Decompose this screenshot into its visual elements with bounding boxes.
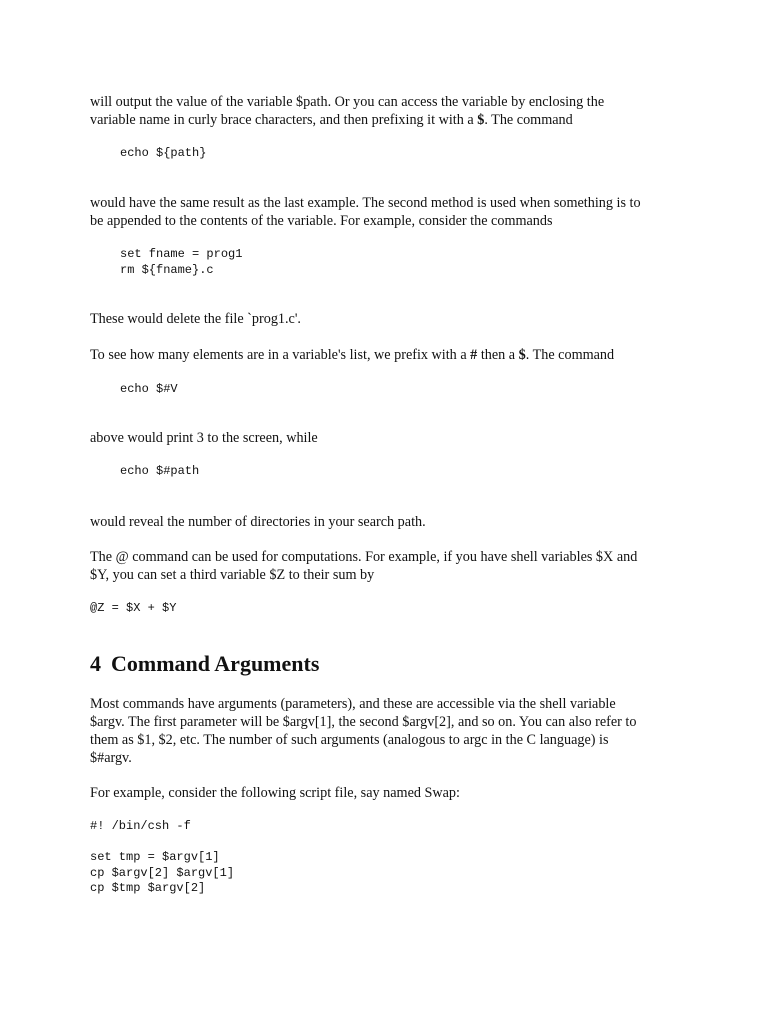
paragraph-delete-file: These would delete the file `prog1.c'. <box>90 311 301 327</box>
code-line: rm ${fname}.c <box>120 262 214 277</box>
bold-dollar: $ <box>518 347 526 363</box>
paragraph-line: $#argv. <box>90 750 132 766</box>
paragraph-swap-intro: For example, consider the following script file, say named Swap: <box>90 785 460 801</box>
paragraph-line: be appended to the contents of the variable. For example, consider the commands <box>90 213 553 229</box>
paragraph-at-command <box>90 548 690 584</box>
paragraph-command-arguments <box>90 695 690 767</box>
code-fname-block <box>120 247 242 278</box>
paragraph-text: . The command <box>525 347 615 363</box>
code-line: cp $tmp $argv[2] <box>90 881 206 895</box>
code-line: #! /bin/csh -f <box>90 819 191 833</box>
paragraph-line: The @ command can be used for computations. For example, if you have shell variables $X and <box>90 549 638 565</box>
paragraph-reveal-directories: would reveal the number of directories in your search path. <box>90 514 426 530</box>
code-echo-path-braces: echo ${path} <box>120 146 207 160</box>
paragraph-path-output <box>90 93 690 129</box>
section-heading <box>90 651 319 677</box>
paragraph-print-three: above would print 3 to the screen, while <box>90 430 318 446</box>
paragraph-second-method <box>90 194 690 230</box>
paragraph-line: $argv. The first parameter will be $argv[1], the second $argv[2], and so on. You can also refer to <box>90 714 637 730</box>
bold-hash: # <box>470 347 478 363</box>
paragraph-line: Most commands have arguments (parameters), and these are accessible via the shell variable <box>90 696 616 712</box>
bold-dollar: $ <box>477 112 485 128</box>
code-echo-count-path: echo $#path <box>120 464 200 478</box>
paragraph-line: will output the value of the variable $path. Or you can access the variable by enclosing the <box>90 94 605 110</box>
paragraph-line: variable name in curly brace characters, and then prefixing it with a <box>90 112 478 128</box>
paragraph-text: To see how many elements are in a variable's list, we prefix with a <box>90 347 471 363</box>
code-swap-script <box>90 819 234 897</box>
code-sum-expression: @Z = $X + $Y <box>90 601 177 615</box>
paragraph-line: . The command <box>484 112 573 128</box>
paragraph-line: $Y, you can set a third variable $Z to their sum by <box>90 567 375 583</box>
code-echo-count-v: echo $#V <box>120 382 178 396</box>
code-line: cp $argv[2] $argv[1] <box>90 865 235 880</box>
code-line: set tmp = $argv[1] <box>90 850 220 864</box>
paragraph-text: then a <box>477 347 519 363</box>
code-line: set fname = prog1 <box>120 247 243 261</box>
paragraph-line: them as $1, $2, etc. The number of such arguments (analogous to argc in the C language) is <box>90 732 609 748</box>
section-title: Command Arguments <box>111 651 320 676</box>
paragraph-line: would have the same result as the last example. The second method is used when something is to <box>90 195 641 211</box>
paragraph-list-elements <box>90 346 690 364</box>
section-number: 4 <box>90 651 101 676</box>
